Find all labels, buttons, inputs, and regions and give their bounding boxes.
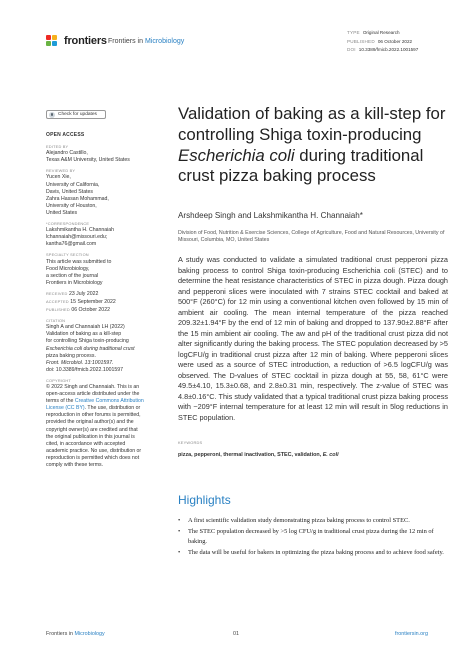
sidebar-info — [46, 132, 146, 469]
check-for-updates-button[interactable]: Check for updates — [46, 110, 106, 119]
check-updates-icon — [49, 112, 55, 118]
abstract: A study was conducted to validate a simulated traditional crust pepperoni pizza baking process to control Shiga toxin-producing Escherichia coli (STEC) and to determine the heat resistance characteristics of STEC in pizza dough. Pizza dough and pepperoni slices were inoculated with 7 strains STEC cocktail and baked at 500°F (260°C) for 12 min using a conventional kitchen oven followed by 15 min of ambient air cooling. The mean internal temperature of the pizza reached 209.32±1.94°F by the end of 12 min of baking and dropped to 137.90±2.88°F after the 15 min ambient air cooling. The aw and pH of the traditional crust pizza did not alter significantly during the baking process. The STEC population decreased by >5 logCFU/g in traditional crust pizza after 12 min of baking. Where pepperoni slices were used as a source of STEC introduction, a reduction of >6.5 logCFU/g was observed. The D-values of STEC cocktail in pizza dough at 55, 58, 61°C were 49.5±4.10, 15.3±0.68, and 2.8±0.31 min, respectively. The z-value of STEC was 4.8±0.16°C. This study validated that a typical traditional crust pizza baking process with ~209°F internal temperature for at least 12 min will result in 5log reductions in STEC population. — [178, 255, 448, 422]
page-number: 01 — [233, 631, 239, 637]
correspondence-label: *CORRESPONDENCE — [46, 221, 90, 227]
citation-label: CITATION — [46, 318, 66, 324]
article-title: Validation of baking as a kill-step for controlling Shiga toxin-producing Escherichia coli during traditional crust pizza baking process — [178, 104, 446, 186]
footer-journal: Frontiers in Microbiology — [46, 631, 105, 637]
reviewed-by-label: REVIEWED BY — [46, 168, 76, 174]
authors[interactable]: Arshdeep Singh and Lakshmikantha H. Channaiah* — [178, 211, 363, 220]
article-meta — [347, 29, 418, 55]
affiliation: Division of Food, Nutrition & Exercise Sciences, College of Agriculture, Food and Natural Resources, University of Missouri, Columbia, MO, United States — [178, 230, 445, 243]
copyright: © 2022 Singh and Channaiah. This is an open-access article distributed under the terms of the Creative Commons Attribution License (CC BY). The use, distribution or reproduction in other forums is permitted, provided the original author(s) and the copyright owner(s) are credited and that the original publication in this journal is cited, in accordance with accepted academic practice. No use, distribution or reproduction is permitted which does not comply with these terms. — [46, 384, 144, 469]
keywords: pizza, pepperoni, thermal inactivation, STEC, validation, E. coli — [178, 452, 339, 458]
logo-text: frontiers — [64, 35, 107, 47]
meta-type: TYPE Original Research — [347, 30, 400, 35]
specialty-section-label: SPECIALTY SECTION — [46, 252, 89, 258]
dates: RECEIVED 23 July 2022 ACCEPTED 15 September 2022 PUBLISHED 06 October 2022 — [46, 290, 116, 314]
footer-site-link[interactable]: frontiersin.org — [395, 631, 428, 637]
frontiers-logo-icon — [46, 35, 60, 47]
list-item: • The data will be useful for bakers in optimizing the pizza baking process and to achieve food safety. — [178, 548, 453, 558]
reviewed-by: Yucen Xie, University of California, Davis, United States Zahra Hassan Mohammad, University of Houston, United States — [46, 174, 109, 216]
list-item: • A first scientific validation study demonstrating pizza baking process to control STEC. — [178, 516, 453, 526]
specialty-section: This article was submitted to Food Microbiology, a section of the journal Frontiers in Microbiology — [46, 258, 112, 286]
citation: Singh A and Channaiah LH (2022) Validation of baking as a kill-step for controlling Shiga toxin-producing Escherichia coli during traditional crust pizza baking process. Front. Microbiol. 13:1001597. doi: 10.3389/fmicb.2022.1001597 — [46, 324, 135, 373]
meta-doi[interactable]: DOI 10.3389/fmicb.2022.1001597 — [347, 47, 419, 53]
list-item: • The STEC population decreased by >5 log CFU/g in traditional crust pizza during the 12 min of baking. — [178, 527, 453, 546]
copyright-label: COPYRIGHT — [46, 377, 71, 383]
highlights-heading: Highlights — [178, 493, 231, 507]
open-access-label: OPEN ACCESS — [46, 132, 85, 138]
highlights-list — [178, 516, 453, 559]
meta-published: PUBLISHED 06 October 2022 — [347, 38, 413, 44]
frontiers-logo[interactable] — [46, 35, 107, 47]
cc-license-link[interactable]: Creative Commons Attribution License (CC BY) — [46, 398, 144, 412]
edited-by: Alejandro Castillo, Texas A&M University, United States — [46, 150, 130, 164]
keywords-label: KEYWORDS — [178, 440, 203, 445]
correspondence[interactable]: Lakshmikantha H. Channaiah lchannaiah@missouri.edu; kantha76@gmail.com — [46, 227, 115, 248]
edited-by-label: EDITED BY — [46, 144, 69, 150]
journal-name: Frontiers in Microbiology — [108, 38, 185, 45]
